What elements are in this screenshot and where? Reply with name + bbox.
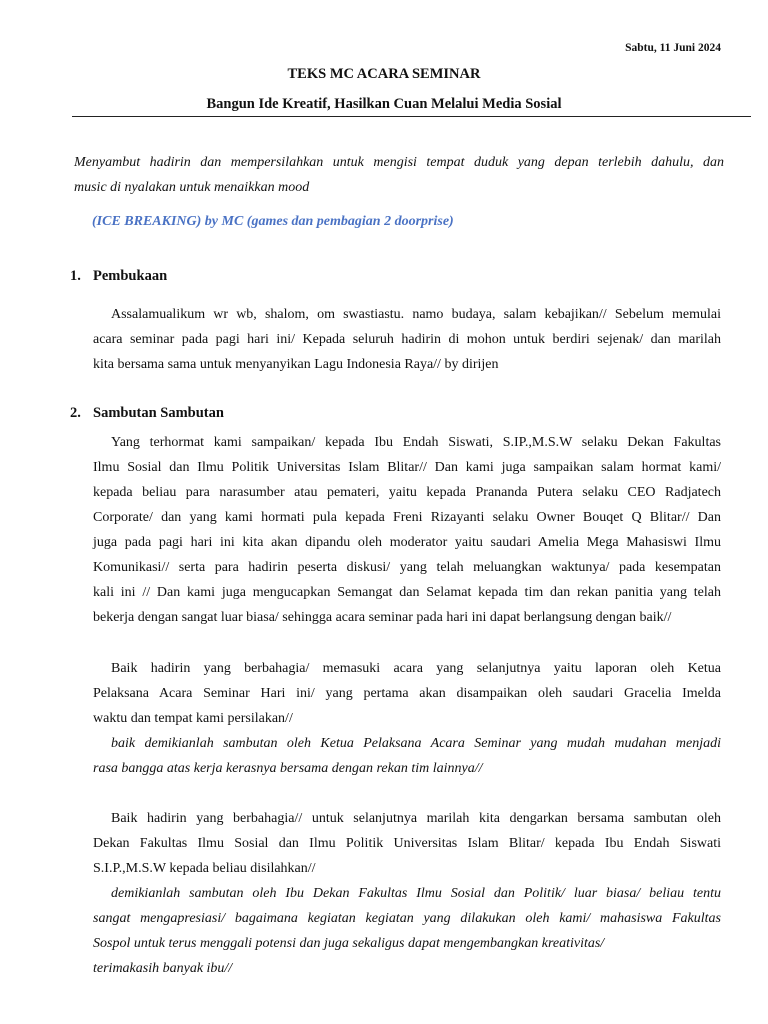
paragraph-line: Baik hadirin yang berbahagia// untuk selanjutnya marilah kita dengarkan bersama sambutan oleh [111, 811, 721, 826]
section-number: 2. [70, 405, 81, 421]
paragraph-line: S.I.P.,M.S.W kepada beliau disilahkan// [93, 861, 316, 876]
section2-paragraph-1 [93, 430, 721, 630]
document-title: TEKS MC ACARA SEMINAR [287, 66, 481, 82]
paragraph-line: juga pada pagi hari ini kita akan dipandu oleh moderator yaitu saudari Amelia Mega Mahasiswi Ilmu [93, 535, 721, 550]
document-date: Sabtu, 11 Juni 2024 [625, 42, 721, 54]
paragraph-line: acara seminar pada pagi hari ini/ Kepada seluruh hadirin di mohon untuk berdiri sejenak/ dan marilah [93, 332, 721, 347]
paragraph-line: Ilmu Sosial dan Ilmu Politik Universitas Islam Blitar// Dan kami juga sampaikan salam hormat kami/ [93, 460, 721, 475]
section-title: Pembukaan [93, 268, 168, 284]
section1-paragraph [93, 302, 721, 377]
section2-paragraph-3 [93, 806, 721, 981]
paragraph-line: waktu dan tempat kami persilakan// [93, 711, 293, 726]
section-heading-pembukaan [70, 268, 167, 285]
paragraph-line-italic: terimakasih banyak ibu// [93, 961, 233, 976]
paragraph-line-italic: baik demikianlah sambutan oleh Ketua Pelaksana Acara Seminar yang mudah mudahan menjadi [111, 736, 721, 751]
paragraph-line: kepada beliau para narasumber atau pemateri, yaitu kepada Prananda Putera selaku CEO Radjatech [93, 485, 721, 500]
paragraph-line: Baik hadirin yang berbahagia/ memasuki acara yang selanjutnya yaitu laporan oleh Ketua [111, 661, 721, 676]
paragraph-line-italic: Sospol untuk terus menggali potensi dan juga sekaligus dapat mengembangkan kreativitas/ [93, 936, 605, 951]
title-divider [72, 116, 751, 117]
paragraph-line-italic: rasa bangga atas kerja kerasnya bersama dengan rekan tim lainnya// [93, 761, 483, 776]
paragraph-line: Corporate/ dan yang kami hormati pula kepada Freni Rizayanti selaku Owner Bouqet Q Blitar// Dan [93, 510, 721, 525]
paragraph-line: Yang terhormat kami sampaikan/ kepada Ibu Endah Siswati, S.IP.,M.S.W selaku Dekan Fakultas [111, 435, 721, 450]
paragraph-line: Komunikasi// serta para hadirin peserta diskusi/ yang telah meluangkan waktunya/ pada kesempatan [93, 560, 721, 575]
section-heading-sambutan [70, 405, 224, 422]
paragraph-line: kita bersama sama untuk menyanyikan Lagu Indonesia Raya// by dirijen [93, 357, 499, 372]
document-subtitle: Bangun Ide Kreatif, Hasilkan Cuan Melalui Media Sosial [206, 96, 562, 112]
paragraph-line: bekerja dengan sangat luar biasa/ sehingga acara seminar pada hari ini dapat berlangsung dengan baik// [93, 610, 672, 625]
intro-paragraph [74, 150, 724, 200]
section-number: 1. [70, 268, 81, 284]
paragraph-line: Pelaksana Acara Seminar Hari ini/ yang pertama akan disampaikan oleh saudari Gracelia Imelda [93, 686, 721, 701]
paragraph-line: Dekan Fakultas Ilmu Sosial dan Ilmu Politik Universitas Islam Blitar/ kepada Ibu Endah Siswati [93, 836, 721, 851]
section-title: Sambutan Sambutan [93, 405, 224, 421]
paragraph-line: Assalamualikum wr wb, shalom, om swastiastu. namo budaya, salam kebajikan// Sebelum memulai [111, 307, 721, 322]
ice-breaking-note: (ICE BREAKING) by MC (games dan pembagian 2 doorprise) [92, 214, 454, 229]
section2-paragraph-2 [93, 656, 721, 781]
paragraph-line-italic: demikianlah sambutan oleh Ibu Dekan Fakultas Ilmu Sosial dan Politik/ luar biasa/ beliau tentu [111, 886, 721, 901]
intro-line: music di nyalakan untuk menaikkan mood [74, 180, 310, 195]
paragraph-line-italic: sangat mengapresiasi/ bagaimana kegiatan kegiatan yang dilakukan oleh kami/ mahasiswa Fakultas [93, 911, 721, 926]
intro-line: Menyambut hadirin dan mempersilahkan untuk mengisi tempat duduk yang depan terlebih dahulu, dan [74, 155, 724, 170]
paragraph-line: kali ini // Dan kami juga mengucapkan Semangat dan Selamat kepada tim dan rekan panitia yang telah [93, 585, 721, 600]
